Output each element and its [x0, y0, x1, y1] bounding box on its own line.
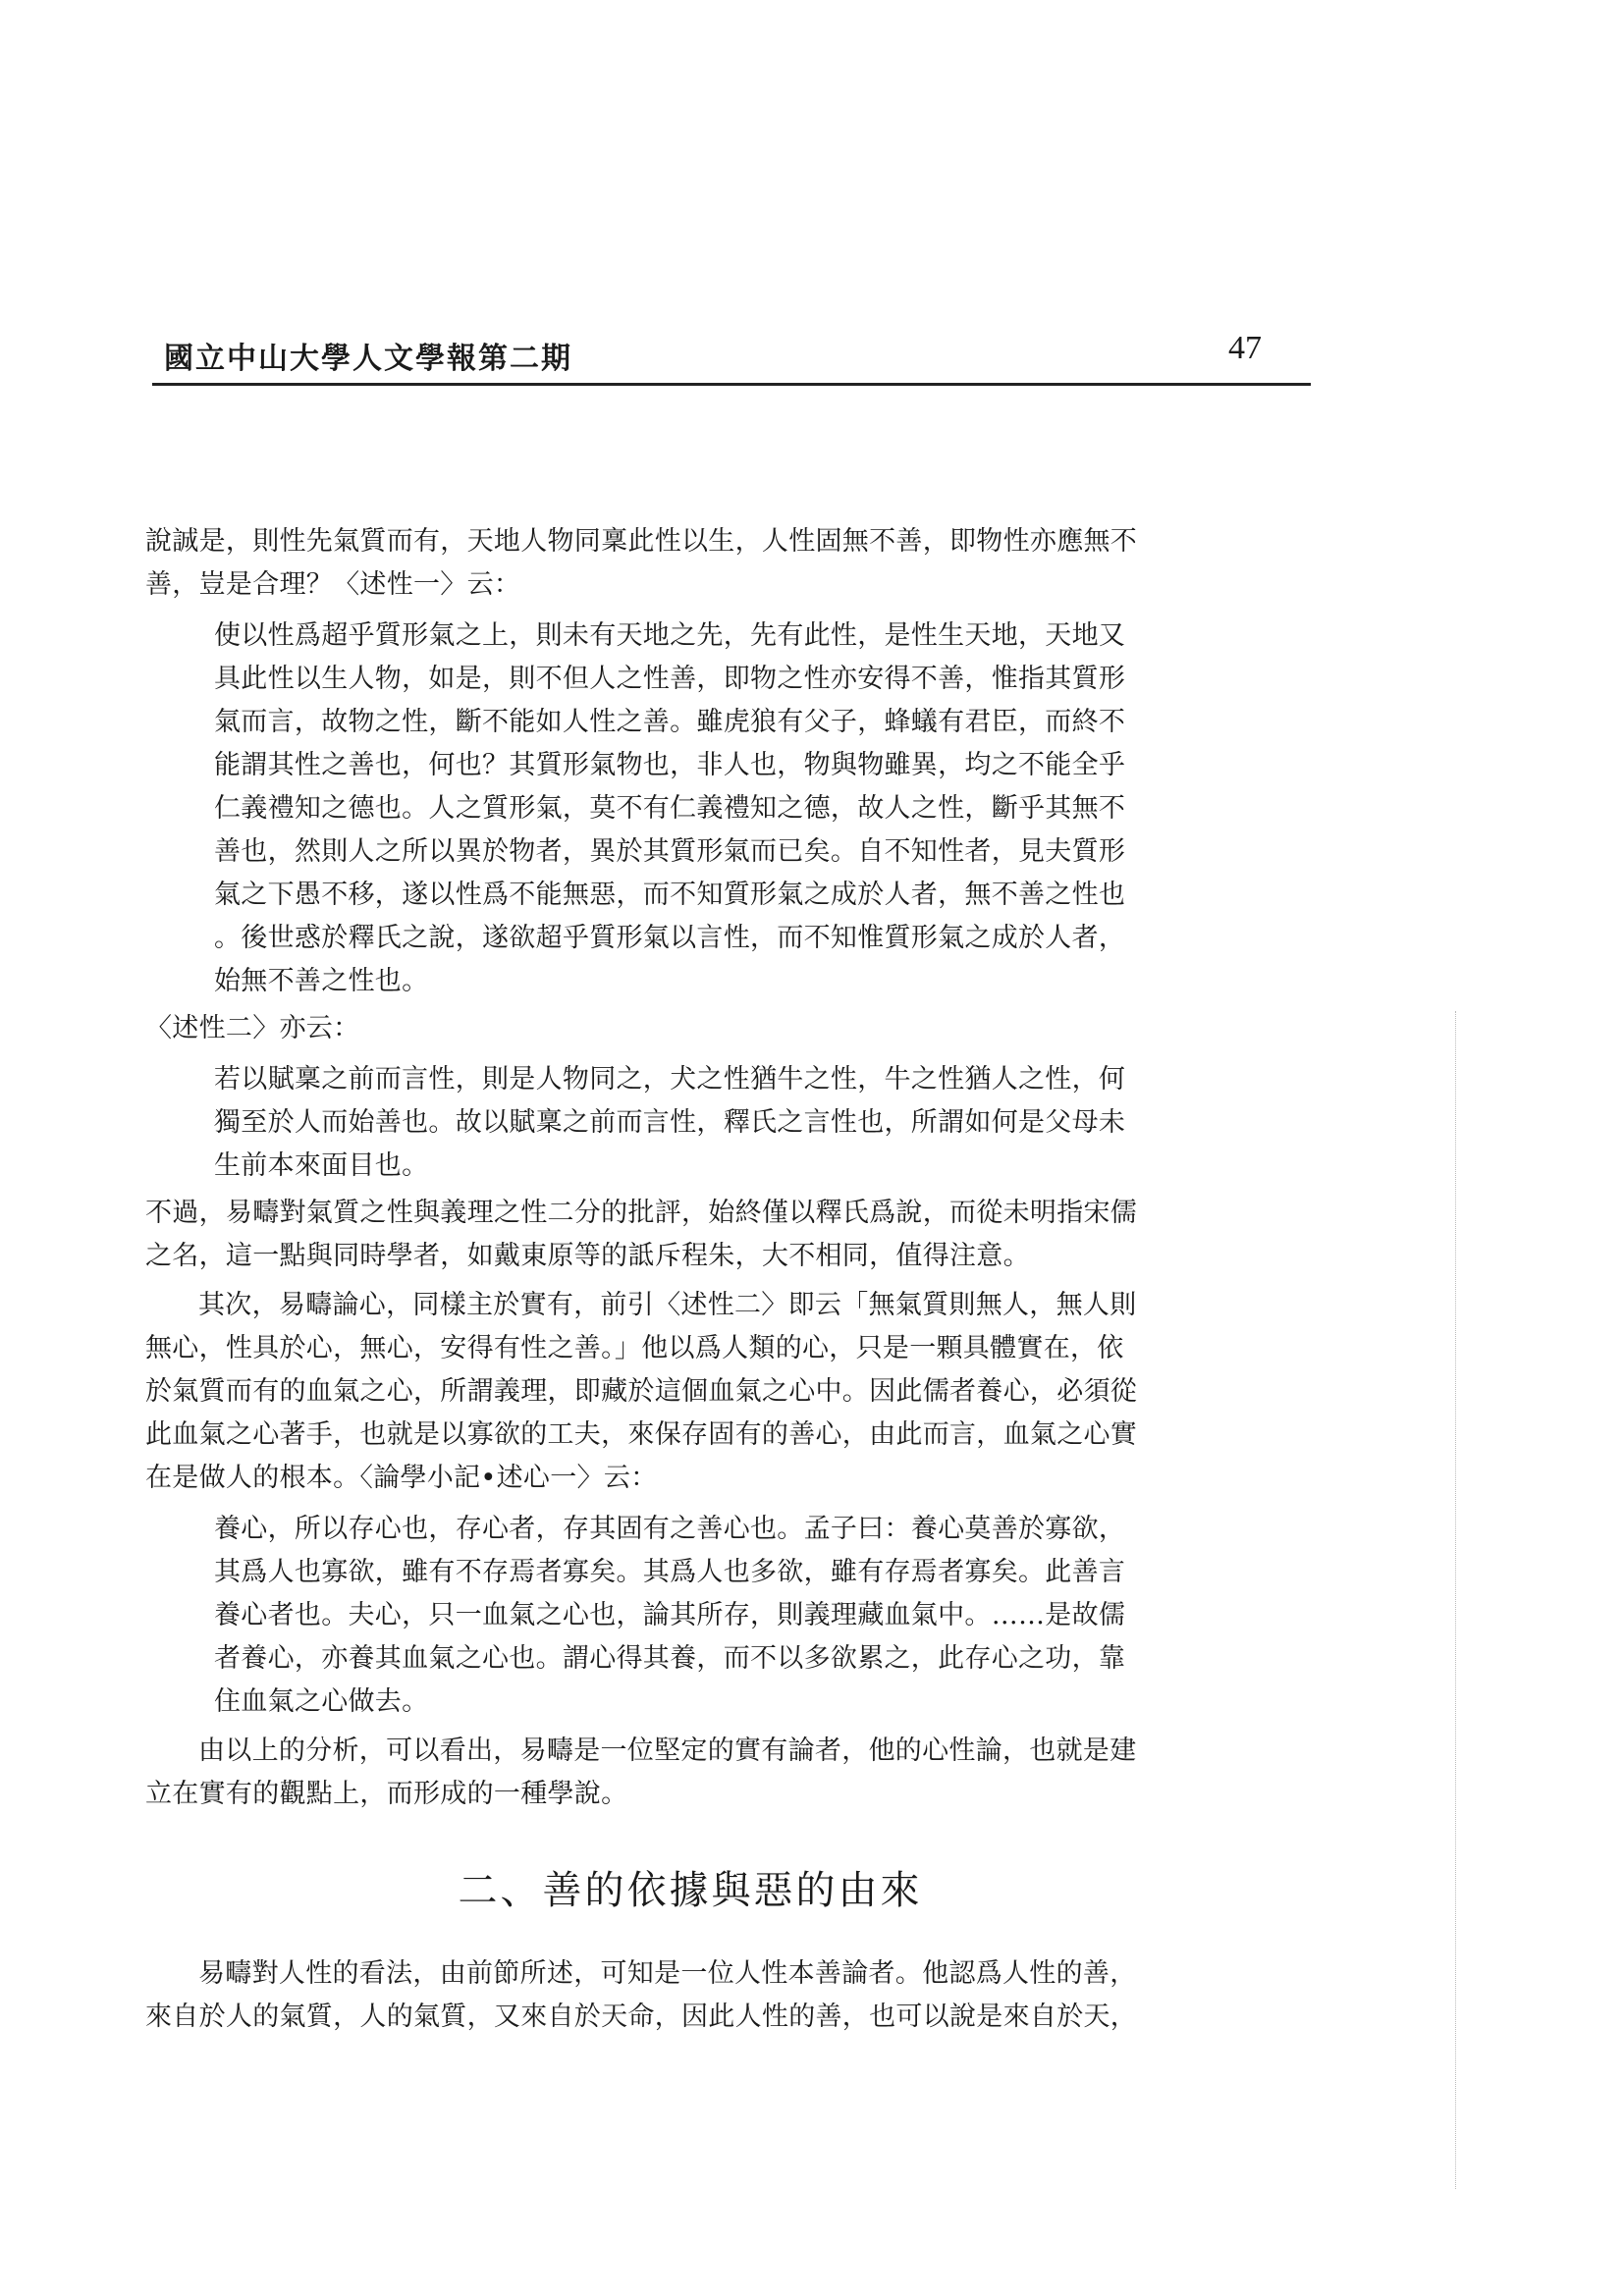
quote-line: 氣之下愚不移，遂以性爲不能無惡，而不知質形氣之成於人者，無不善之性也: [214, 880, 1126, 910]
section-heading: 二、善的依據與惡的由來: [458, 1868, 923, 1913]
text-line: 無心，性具於心，無心，安得有性之善。」他以爲人類的心，只是一顆具體實在，依: [145, 1333, 1124, 1363]
quote-line: 養心，所以存心也，存心者，存其固有之善心也。孟子曰：養心莫善於寡欲，: [214, 1514, 1126, 1544]
text-line: 由以上的分析，可以看出，易疇是一位堅定的實有論者，他的心性論，也就是建: [198, 1735, 1137, 1766]
quote-line: 善也，然則人之所以異於物者，異於其質形氣而已矣。自不知性者，見夫質形: [214, 836, 1126, 867]
block-quote-3: [145, 1508, 1235, 1724]
quote-line: 住血氣之心做去。: [214, 1686, 429, 1717]
block-quote-2: [145, 1058, 1235, 1188]
quote-line: 生前本來面目也。: [214, 1150, 429, 1181]
paragraph-5: [145, 1730, 1235, 1816]
quote-line: 仁義禮知之德也。人之質形氣，莫不有仁義禮知之德，故人之性，斷乎其無不: [214, 793, 1126, 824]
text-line: 在是做人的根本。〈論學小記•述心一〉云：: [145, 1463, 658, 1493]
text-line: 此血氣之心著手，也就是以寡欲的工夫，來保存固有的善心，由此而言，血氣之心實: [145, 1419, 1138, 1450]
article-body: [145, 520, 1235, 2039]
quote-line: 獨至於人而始善也。故以賦稟之前而言性，釋氏之言性也，所謂如何是父母未: [214, 1107, 1126, 1138]
quote-line: 始無不善之性也。: [214, 966, 429, 996]
paragraph-4: [145, 1284, 1235, 1500]
header-rule: [152, 383, 1311, 386]
quote-line: 者養心，亦養其血氣之心也。謂心得其養，而不以多欲累之，此存心之功，靠: [214, 1643, 1126, 1674]
scan-artifact-line: [1455, 1011, 1456, 2189]
text-line: 善，豈是合理？〈述性一〉云：: [145, 569, 521, 600]
journal-title: 國立中山大學人文學報第二期: [164, 342, 572, 376]
text-line: 來自於人的氣質，人的氣質，又來自於天命，因此人性的善，也可以說是來自於天，: [145, 2002, 1138, 2032]
paragraph-6: [145, 1952, 1235, 2039]
text-line: 之名，這一點與同時學者，如戴東原等的詆斥程朱，大不相同，值得注意。: [145, 1241, 1030, 1271]
quote-line: 其爲人也寡欲，雖有不存焉者寡矣。其爲人也多欲，雖有存焉者寡矣。此善言: [214, 1557, 1126, 1587]
quote-line: 能謂其性之善也，何也？其質形氣物也，非人也，物與物雖異，均之不能全乎: [214, 750, 1126, 780]
paragraph-1: [145, 520, 1235, 607]
text-line: 其次，易疇論心，同樣主於實有，前引〈述性二〉即云「無氣質則無人，無人則: [198, 1290, 1137, 1320]
quote-line: 若以賦稟之前而言性，則是人物同之，犬之性猶牛之性，牛之性猶人之性，何: [214, 1064, 1126, 1095]
text-line: 立在實有的觀點上，而形成的一種學說。: [145, 1779, 628, 1809]
page-header: [152, 312, 1311, 391]
quote-line: 氣而言，故物之性，斷不能如人性之善。雖虎狼有父子，蜂蟻有君臣，而終不: [214, 707, 1126, 737]
text-line: 易疇對人性的看法，由前節所述，可知是一位人性本善論者。他認爲人性的善，: [198, 1958, 1137, 1989]
text-line: 〈述性二〉亦云：: [145, 1013, 360, 1043]
text-line: 不過，易疇對氣質之性與義理之性二分的批評，始終僅以釋氏爲說，而從未明指宋儒: [145, 1198, 1138, 1228]
quote-line: 。後世惑於釋氏之說，遂欲超乎質形氣以言性，而不知惟質形氣之成於人者，: [214, 923, 1126, 953]
text-line: 於氣質而有的血氣之心，所謂義理，即藏於這個血氣之心中。因此儒者養心，必須從: [145, 1376, 1138, 1407]
paragraph-2: [145, 1007, 1235, 1050]
quote-line: 養心者也。夫心，只一血氣之心也，論其所存，則義理藏血氣中。……是故儒: [214, 1600, 1126, 1630]
text-line: 說誠是，則性先氣質而有，天地人物同稟此性以生，人性固無不善，即物性亦應無不: [145, 526, 1138, 557]
quote-line: 使以性爲超乎質形氣之上，則未有天地之先，先有此性，是性生天地，天地又: [214, 620, 1126, 651]
block-quote-1: [145, 614, 1235, 1003]
page-number: 47: [1228, 330, 1262, 366]
quote-line: 具此性以生人物，如是，則不但人之性善，即物之性亦安得不善，惟指其質形: [214, 664, 1126, 694]
paragraph-3: [145, 1192, 1235, 1278]
